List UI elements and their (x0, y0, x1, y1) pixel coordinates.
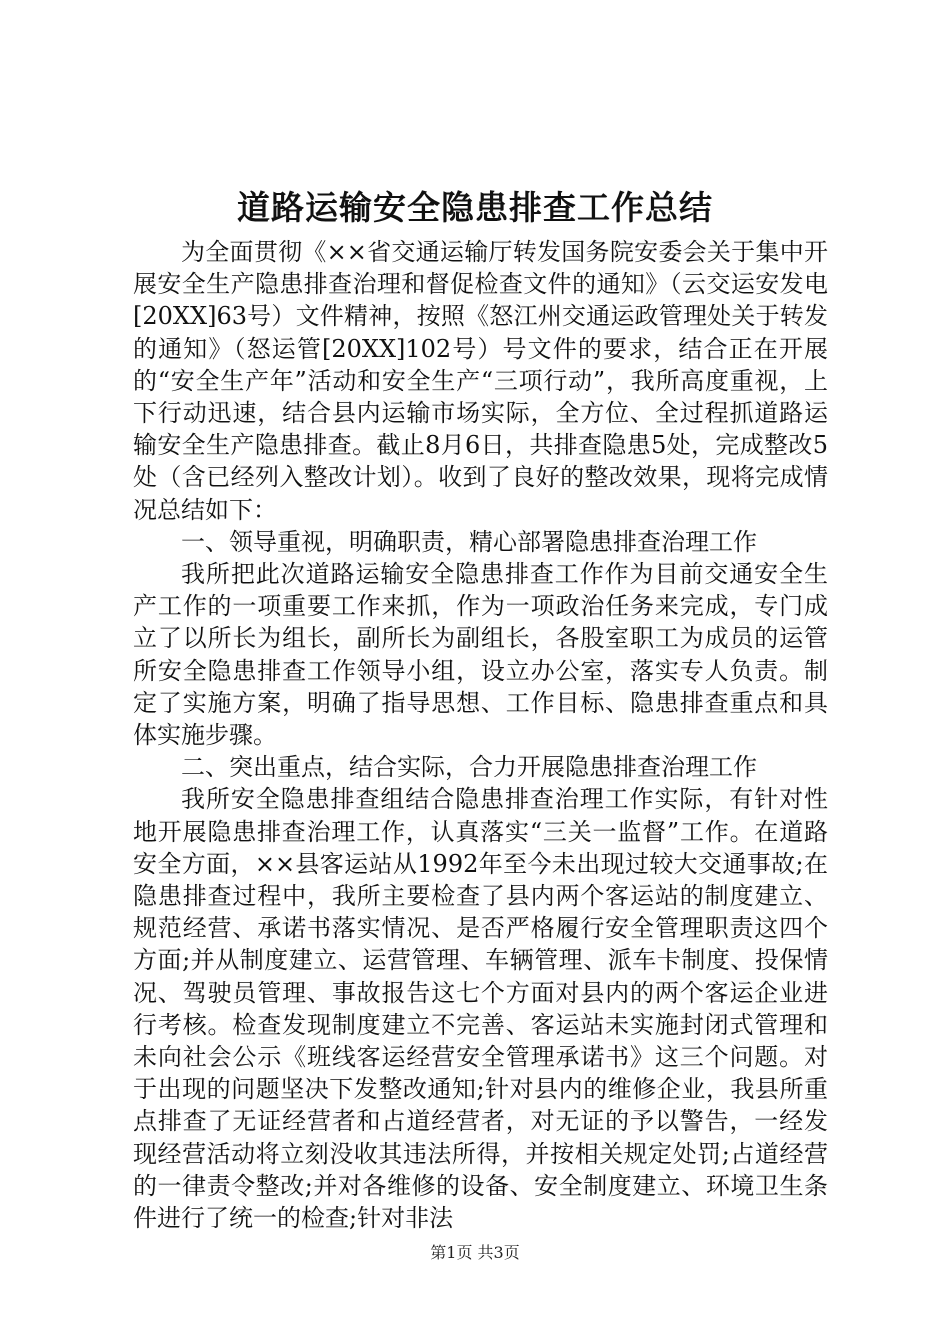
page-number-footer: 第1页 共3页 (430, 1243, 520, 1262)
section-2-paragraph: 我所安全隐患排查组结合隐患排查治理工作实际，有针对性地开展隐患排查治理工作，认真落实“三关一监督”工作。在道路安全方面，××县客运站从1992年至今未出现过较大交通事故;在隐患排查过程中，我所主要检查了县内两个客运站的制度建立、规范经营、承诺书落实情况、是否严格履行安全管理职责这四个方面;并从制度建立、运营管理、车辆管理、派车卡制度、投保情况、驾驶员管理、事故报告这七个方面对县内的两个客运企业进行考核。检查发现制度建立不完善、客运站未实施封闭式管理和未向社会公示《班线客运经营安全管理承诺书》这三个问题。对于出现的问题坚决下发整改通知;针对县内的维修企业，我县所重点排查了无证经营者和占道经营者，对无证的予以警告，一经发现经营活动将立刻没收其违法所得，并按相关规定处罚;占道经营的一律责令整改;并对各维修的设备、安全制度建立、环境卫生条件进行了统一的检查;针对非法 (133, 785, 828, 1233)
section-heading-1: 一、领导重视，明确职责，精心部署隐患排查治理工作 (181, 527, 757, 556)
section-1-paragraph: 我所把此次道路运输安全隐患排查工作作为目前交通安全生产工作的一项重要工作来抓，作为一项政治任务来完成，专门成立了以所长为组长，副所长为副组长，各股室职工为成员的运管所安全隐患排查工作领导小组，设立办公室，落实专人负责。制定了实施方案，明确了指导思想、工作目标、隐患排查重点和具体实施步骤。 (133, 560, 828, 750)
document-title: 道路运输安全隐患排查工作总结 (237, 188, 713, 227)
intro-paragraph: 为全面贯彻《××省交通运输厅转发国务院安委会关于集中开展安全生产隐患排查治理和督促检查文件的通知》（云交运安发电[20XX]63号）文件精神，按照《怒江州交通运政管理处关于转发的通知》（怒运管[20XX]102号）号文件的要求，结合正在开展的“安全生产年”活动和安全生产“三项行动”，我所高度重视，上下行动迅速，结合县内运输市场实际，全方位、全过程抓道路运输安全生产隐患排查。截止8月6日，共排查隐患5处，完成整改5处（含已经列入整改计划）。收到了良好的整改效果，现将完成情况总结如下： (133, 238, 828, 524)
document-body (133, 236, 828, 1234)
section-heading-2: 二、突出重点，结合实际，合力开展隐患排查治理工作 (181, 753, 757, 782)
